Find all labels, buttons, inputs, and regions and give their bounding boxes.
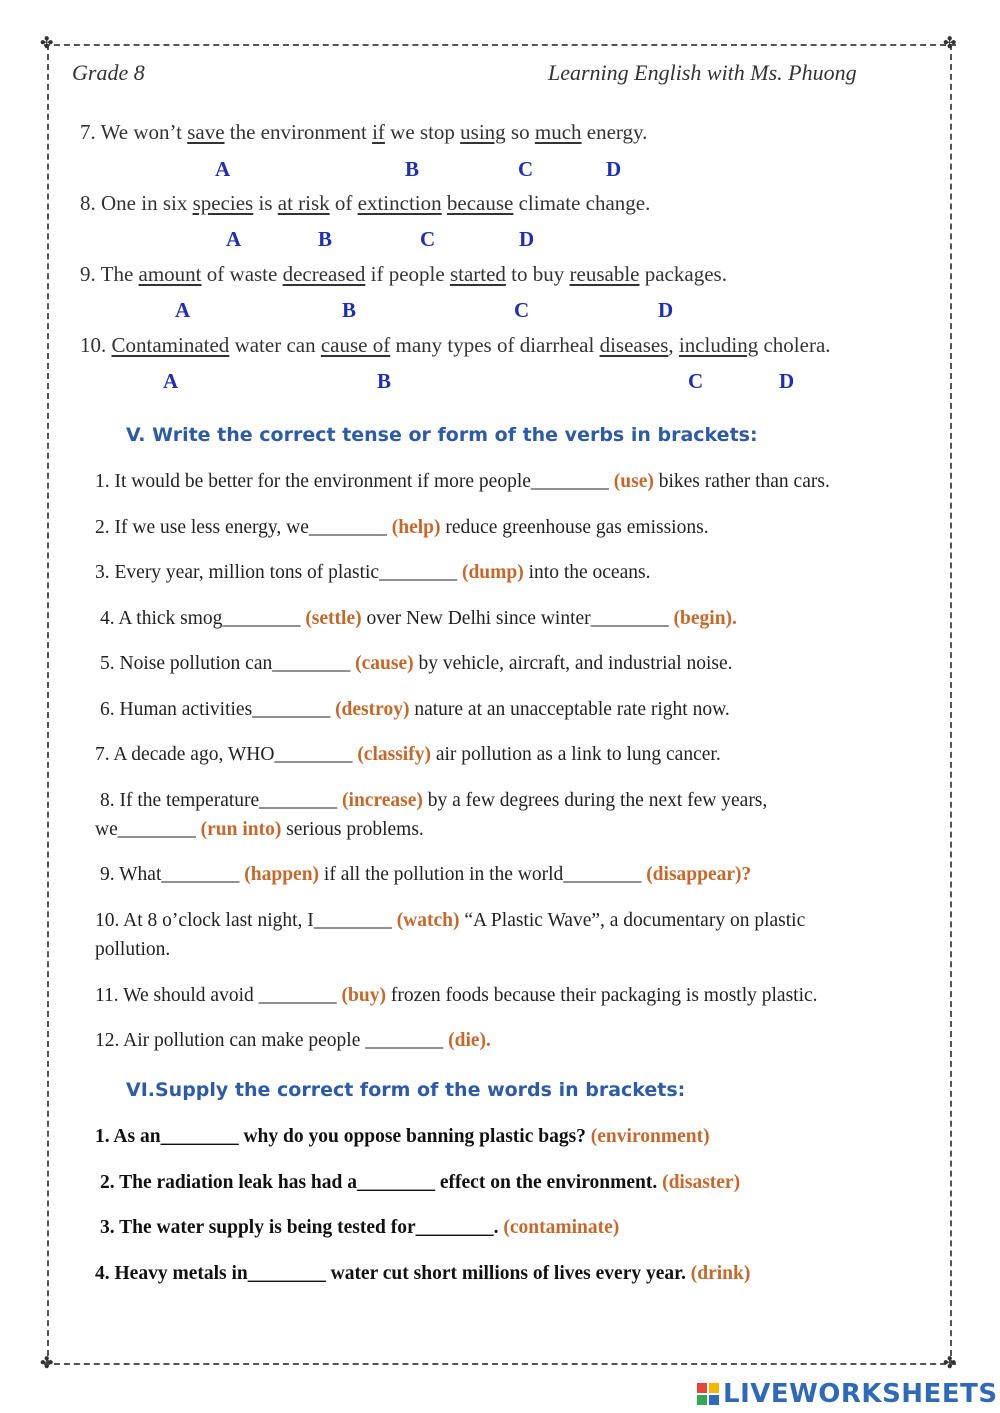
question-text: of waste <box>201 262 283 286</box>
answer-blank[interactable]: ________ <box>563 864 642 885</box>
question-text: climate change. <box>513 191 651 215</box>
question-text: 7. We won’t <box>80 120 188 144</box>
item-text: 2. If we use less energy, we <box>95 517 309 538</box>
verb-hint: (settle) <box>305 608 362 629</box>
item-text: 10. At 8 o’clock last night, I <box>95 910 314 931</box>
option-letter: A <box>175 298 191 322</box>
verb-exercise-item <box>95 744 721 766</box>
item-text: air pollution as a link to lung cancer. <box>430 744 721 765</box>
verb-exercise-item <box>95 517 709 539</box>
logo-text: LIVEWORKSHEETS <box>723 1379 998 1409</box>
underlined-option: including <box>678 333 759 357</box>
option-letter: A <box>215 157 231 181</box>
word-hint: (contaminate) <box>503 1217 620 1238</box>
verb-hint: (help) <box>391 517 441 538</box>
answer-blank[interactable]: ________ <box>530 471 609 492</box>
answer-blank[interactable]: ________ <box>247 1263 326 1284</box>
answer-blank[interactable]: ________ <box>117 819 196 840</box>
item-text: bikes rather than cars. <box>653 471 830 492</box>
item-text: 3. The water supply is being tested for <box>100 1217 416 1238</box>
underlined-option: reusable <box>569 262 640 286</box>
answer-blank[interactable]: ________ <box>222 608 301 629</box>
item-text: 8. If the temperature <box>100 790 260 811</box>
answer-blank[interactable]: ________ <box>590 608 669 629</box>
verb-hint: (run into) <box>200 819 282 840</box>
error-question <box>80 120 647 145</box>
corner-ornament-icon: ✤ <box>40 35 54 52</box>
option-letter: D <box>519 227 535 251</box>
question-text: to buy <box>505 262 570 286</box>
word-form-item <box>95 1126 710 1148</box>
item-text: pollution. <box>95 939 171 960</box>
item-text: effect on the environment. <box>435 1172 663 1193</box>
word-form-item <box>100 1217 619 1239</box>
answer-blank[interactable]: ________ <box>160 1126 239 1147</box>
answer-blank[interactable]: ________ <box>259 790 338 811</box>
item-text: 6. Human activities <box>100 699 253 720</box>
underlined-option: started <box>449 262 506 286</box>
corner-ornament-icon: ✤ <box>40 1355 54 1372</box>
item-text: by a few degrees during the next few years, <box>422 790 768 811</box>
verb-exercise-item-continued <box>95 819 424 841</box>
verb-exercise-item <box>95 910 805 932</box>
verb-exercise-item <box>95 471 830 493</box>
answer-blank[interactable]: ________ <box>313 910 392 931</box>
verb-hint: (cause) <box>355 653 414 674</box>
underlined-option: cause of <box>320 333 391 357</box>
question-text: cholera. <box>758 333 831 357</box>
item-text: if all the pollution in the world <box>319 864 564 885</box>
answer-blank[interactable]: ________ <box>252 699 331 720</box>
liveworksheets-logo[interactable] <box>697 1378 998 1410</box>
verb-exercise-item <box>100 608 737 630</box>
underlined-option: species <box>192 191 254 215</box>
verb-exercise-item <box>100 699 730 721</box>
answer-blank[interactable]: ________ <box>272 653 351 674</box>
item-text: 7. A decade ago, WHO <box>95 744 275 765</box>
item-text: 3. Every year, million tons of plastic <box>95 562 380 583</box>
item-text: nature at an unacceptable rate right now. <box>409 699 730 720</box>
verb-hint: (classify) <box>357 744 431 765</box>
verb-hint: (increase) <box>342 790 423 811</box>
page-border-bottom <box>44 1363 956 1373</box>
question-text: water can <box>229 333 321 357</box>
underlined-option: extinction <box>357 191 442 215</box>
verb-hint: (use) <box>613 471 654 492</box>
word-hint: (disaster) <box>662 1172 741 1193</box>
underlined-option: using <box>460 120 506 144</box>
question-text: so <box>505 120 535 144</box>
underlined-option: at risk <box>277 191 330 215</box>
page-border-right <box>950 44 952 1366</box>
option-letter: D <box>606 157 622 181</box>
option-letter: B <box>318 227 333 251</box>
verb-exercise-item <box>100 653 733 675</box>
word-hint: (drink) <box>690 1263 751 1284</box>
option-letter: D <box>779 369 795 393</box>
verb-hint: (watch) <box>396 910 460 931</box>
underlined-option: diseases <box>599 333 669 357</box>
underlined-option: much <box>534 120 582 144</box>
answer-blank[interactable]: ________ <box>161 864 240 885</box>
option-letter: C <box>420 227 436 251</box>
corner-ornament-icon: ✤ <box>943 35 957 52</box>
option-letter: C <box>514 298 530 322</box>
answer-blank[interactable]: ________ <box>365 1030 444 1051</box>
page-border-left <box>47 44 49 1366</box>
answer-blank[interactable]: ________ <box>258 985 337 1006</box>
question-text: , <box>668 333 679 357</box>
error-question <box>80 262 727 287</box>
header-title: Learning English with Ms. Phuong <box>548 60 857 85</box>
question-text: 8. One in six <box>80 191 193 215</box>
question-text: if people <box>365 262 450 286</box>
verb-hint: (disappear)? <box>646 864 752 885</box>
item-text: . <box>493 1217 504 1238</box>
underlined-option: because <box>446 191 514 215</box>
item-text: we <box>95 819 118 840</box>
verb-hint: (begin). <box>673 608 737 629</box>
underlined-option: amount <box>138 262 202 286</box>
verb-exercise-item-continued <box>95 939 170 961</box>
option-letter: C <box>688 369 704 393</box>
verb-exercise-item <box>95 1030 491 1052</box>
item-text: water cut short millions of lives every year. <box>325 1263 691 1284</box>
error-question <box>80 191 650 216</box>
question-text: we stop <box>384 120 461 144</box>
item-text: frozen foods because their packaging is mostly plastic. <box>385 985 818 1006</box>
answer-blank[interactable]: ________ <box>415 1217 494 1238</box>
question-text: energy. <box>581 120 648 144</box>
underlined-option: if <box>372 120 385 144</box>
item-text: why do you oppose banning plastic bags? <box>238 1126 591 1147</box>
option-letter: D <box>658 298 674 322</box>
error-question <box>80 333 831 358</box>
option-letter: B <box>377 369 392 393</box>
page-border-top <box>44 44 956 54</box>
option-letter: B <box>342 298 357 322</box>
item-text: into the oceans. <box>523 562 651 583</box>
verb-exercise-item <box>100 864 751 886</box>
section-v-title: V. Write the correct tense or form of the verbs in brackets: <box>126 424 758 446</box>
logo-mark-icon <box>697 1383 719 1405</box>
header-grade: Grade 8 <box>72 60 145 85</box>
word-hint: (environment) <box>590 1126 710 1147</box>
item-text: 5. Noise pollution can <box>100 653 273 674</box>
verb-hint: (destroy) <box>335 699 410 720</box>
verb-hint: (buy) <box>341 985 386 1006</box>
item-text: serious problems. <box>281 819 424 840</box>
section-vi-title: VI.Supply the correct form of the words in brackets: <box>126 1079 686 1101</box>
verb-exercise-item <box>100 790 767 812</box>
corner-ornament-icon: ✤ <box>943 1355 957 1372</box>
word-form-item <box>95 1263 750 1285</box>
question-text: packages. <box>639 262 727 286</box>
item-text: 9. What <box>100 864 162 885</box>
item-text: over New Delhi since winter <box>361 608 591 629</box>
option-letter: B <box>405 157 420 181</box>
question-text: of <box>329 191 358 215</box>
verb-hint: (die). <box>448 1030 491 1051</box>
item-text: 4. A thick smog <box>100 608 223 629</box>
option-letter: A <box>163 369 179 393</box>
option-letter: C <box>518 157 534 181</box>
question-text: 9. The <box>80 262 139 286</box>
verb-exercise-item <box>95 985 818 1007</box>
answer-blank[interactable]: ________ <box>379 562 458 583</box>
answer-blank[interactable]: ________ <box>308 517 387 538</box>
verb-hint: (dump) <box>461 562 524 583</box>
item-text: 2. The radiation leak has had a <box>100 1172 357 1193</box>
option-letter: A <box>226 227 242 251</box>
item-text: 1. It would be better for the environment if more people <box>95 471 531 492</box>
item-text: reduce greenhouse gas emissions. <box>440 517 709 538</box>
underlined-option: decreased <box>282 262 366 286</box>
answer-blank[interactable]: ________ <box>357 1172 435 1193</box>
question-text: the environment <box>224 120 373 144</box>
underlined-option: save <box>187 120 225 144</box>
item-text: 1. As an <box>95 1126 161 1147</box>
question-text: 10. <box>80 333 112 357</box>
item-text: 11. We should avoid <box>95 985 259 1006</box>
answer-blank[interactable]: ________ <box>274 744 353 765</box>
question-text: many types of diarrheal <box>390 333 600 357</box>
underlined-option: Contaminated <box>111 333 230 357</box>
item-text: 4. Heavy metals in <box>95 1263 248 1284</box>
question-text: is <box>253 191 278 215</box>
item-text: by vehicle, aircraft, and industrial noise. <box>413 653 733 674</box>
verb-exercise-item <box>95 562 650 584</box>
verb-hint: (happen) <box>244 864 320 885</box>
item-text: “A Plastic Wave”, a documentary on plastic <box>459 910 806 931</box>
item-text: 12. Air pollution can make people <box>95 1030 366 1051</box>
word-form-item <box>100 1172 740 1194</box>
